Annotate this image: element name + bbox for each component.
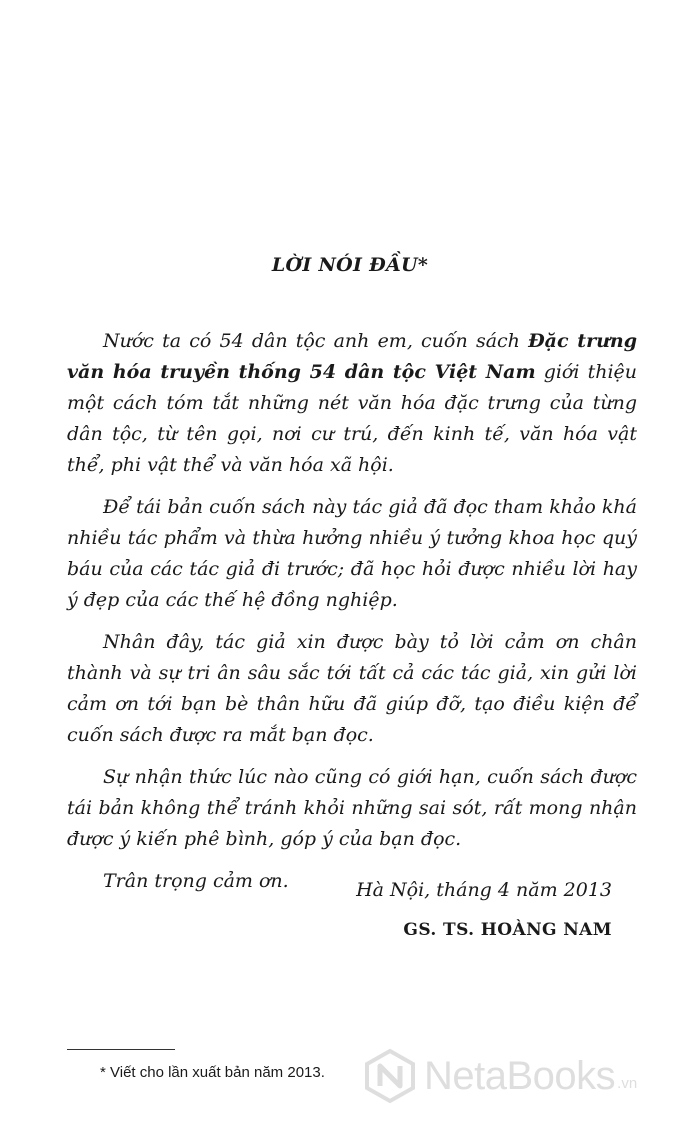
page-title: LỜI NÓI ĐẦU* [271, 254, 429, 276]
paragraph-1-end: giới thiệu một cách tóm tắt những nét văn hóa đặc trưng của từng dân tộc, từ tên gọi, nơi cư trú, đến kinh tế, văn hóa vật thể, phi vật thể và văn hóa xã hội. [67, 361, 638, 476]
footnote-divider [67, 1049, 175, 1050]
paragraph-2: Để tái bản cuốn sách này tác giả đã đọc tham khảo khá nhiều tác phẩm và thừa hưởng nhiều ý tưởng khoa học quý báu của các tác giả đi trước; đã học hỏi được nhiều lời hay ý đẹp của các thế hệ đồng nghiệp. [67, 496, 637, 611]
author-signature: GS. TS. HOÀNG NAM [403, 920, 612, 940]
paragraph-1-start: Nước ta có 54 dân tộc anh em, cuốn sách [103, 330, 529, 352]
watermark [362, 1048, 692, 1104]
footnote: * Viết cho lần xuất bản năm 2013. [100, 1064, 325, 1081]
watermark-text: NetaBooks [424, 1053, 616, 1098]
place-date: Hà Nội, tháng 4 năm 2013 [356, 879, 612, 901]
watermark-suffix: .vn [617, 1075, 638, 1092]
paragraph-3: Nhân đây, tác giả xin được bày tỏ lời cảm ơn chân thành và sự tri ân sâu sắc tới tất cả các tác giả, xin gửi lời cảm ơn tới bạn bè thân hữu đã giúp đỡ, tạo điều kiện để cuốn sách được ra mắt bạn đọc. [67, 631, 637, 746]
book-title-bold: Đặc trưng văn hóa truyền thống 54 dân tộc Việt Nam [67, 330, 637, 383]
netabooks-logo-icon [362, 1048, 418, 1104]
preface-body [67, 326, 637, 908]
paragraph-1 [67, 326, 637, 481]
closing-line: Trân trọng cảm ơn. [103, 870, 289, 892]
paragraph-4: Sự nhận thức lúc nào cũng có giới hạn, cuốn sách được tái bản không thể tránh khỏi những sai sót, rất mong nhận được ý kiến phê bình, góp ý của bạn đọc. [67, 766, 637, 850]
